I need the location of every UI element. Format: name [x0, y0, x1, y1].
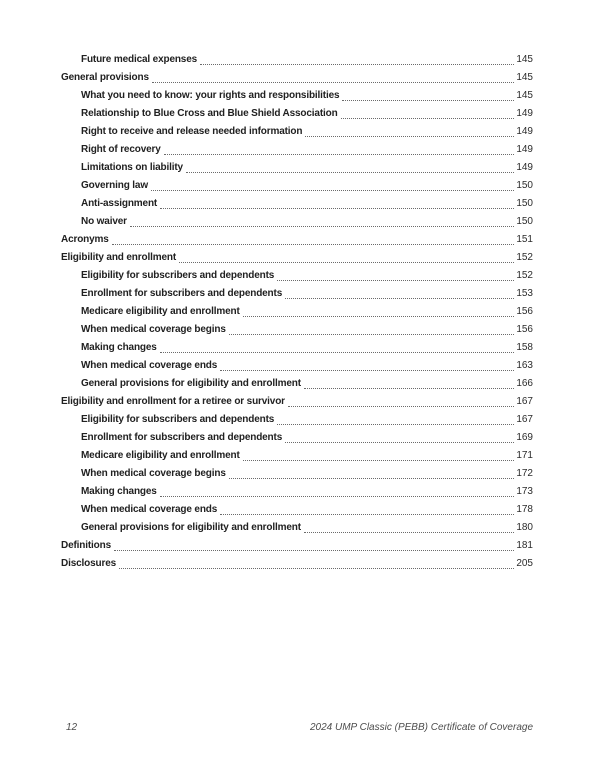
toc-entry-page: 166: [516, 378, 533, 389]
toc-entry[interactable]: [61, 357, 533, 375]
toc-entry-page: 153: [516, 288, 533, 299]
toc-entry[interactable]: [61, 555, 533, 573]
toc-entry-title: No waiver: [81, 216, 127, 227]
toc-entry-title: What you need to know: your rights and responsibilities: [81, 90, 340, 101]
dot-leader: [200, 64, 514, 65]
toc-entry-page: 149: [516, 126, 533, 137]
toc-entry[interactable]: [61, 123, 533, 141]
dot-leader: [164, 154, 515, 155]
toc-entry-title: Right to receive and release needed information: [81, 126, 303, 137]
toc-entry[interactable]: [61, 429, 533, 447]
toc-entry[interactable]: [61, 195, 533, 213]
toc-entry-page: 149: [516, 162, 533, 173]
dot-leader: [277, 424, 514, 425]
toc-entry-page: 149: [516, 108, 533, 119]
toc-entry-page: 152: [516, 252, 533, 263]
toc-entry[interactable]: [61, 105, 533, 123]
toc-entry[interactable]: [61, 519, 533, 537]
dot-leader: [229, 334, 515, 335]
toc-entry-title: Disclosures: [61, 558, 117, 569]
toc-entry-page: 150: [516, 180, 533, 191]
dot-leader: [288, 406, 514, 407]
toc-entry[interactable]: [61, 69, 533, 87]
dot-leader: [341, 118, 515, 119]
page-footer: [66, 721, 533, 734]
toc-entry-title: Future medical expenses: [81, 54, 198, 65]
toc-entry-page: 205: [516, 558, 533, 569]
toc-entry-page: 158: [516, 342, 533, 353]
dot-leader: [160, 496, 515, 497]
toc-entry[interactable]: [61, 375, 533, 393]
footer-page-number: 12: [66, 722, 78, 733]
toc-entry-page: 163: [516, 360, 533, 371]
toc-entry-page: 150: [516, 216, 533, 227]
toc-entry-page: 171: [516, 450, 533, 461]
dot-leader: [220, 514, 514, 515]
dot-leader: [277, 280, 514, 281]
dot-leader: [114, 550, 514, 551]
toc-entry[interactable]: [61, 321, 533, 339]
toc-entry-page: 150: [516, 198, 533, 209]
toc-entry[interactable]: [61, 231, 533, 249]
toc-entry-page: 156: [516, 324, 533, 335]
dot-leader: [160, 208, 514, 209]
toc-entry-title: Right of recovery: [81, 144, 161, 155]
toc-entry-page: 167: [516, 396, 533, 407]
toc-entry[interactable]: [61, 159, 533, 177]
toc-entry-title: Limitations on liability: [81, 162, 183, 173]
toc-entry-page: 180: [516, 522, 533, 533]
dot-leader: [243, 460, 515, 461]
toc-entry[interactable]: [61, 483, 533, 501]
toc-entry-page: 149: [516, 144, 533, 155]
dot-leader: [243, 316, 515, 317]
toc-entry-title: Making changes: [81, 342, 157, 353]
toc-entry-title: Eligibility and enrollment: [61, 252, 177, 263]
toc-entry-title: Eligibility for subscribers and dependents: [81, 414, 275, 425]
dot-leader: [285, 442, 514, 443]
toc-entry-title: When medical coverage begins: [81, 324, 226, 335]
toc-entry-title: Enrollment for subscribers and dependents: [81, 288, 283, 299]
dot-leader: [229, 478, 515, 479]
toc-entry[interactable]: [61, 87, 533, 105]
dot-leader: [186, 172, 514, 173]
toc-entry-page: 178: [516, 504, 533, 515]
toc-entry[interactable]: [61, 303, 533, 321]
toc-entry-title: General provisions: [61, 72, 149, 83]
dot-leader: [304, 388, 514, 389]
dot-leader: [130, 226, 514, 227]
toc-entry[interactable]: [61, 267, 533, 285]
dot-leader: [220, 370, 514, 371]
toc-entry-title: Enrollment for subscribers and dependents: [81, 432, 283, 443]
toc-entry-page: 181: [516, 540, 533, 551]
toc-entry[interactable]: [61, 141, 533, 159]
toc-entry-title: Making changes: [81, 486, 157, 497]
toc-entry-title: Medicare eligibility and enrollment: [81, 450, 240, 461]
dot-leader: [119, 568, 514, 569]
table-of-contents: [61, 51, 533, 573]
toc-entry-page: 145: [516, 72, 533, 83]
dot-leader: [305, 136, 514, 137]
toc-entry[interactable]: [61, 177, 533, 195]
dot-leader: [160, 352, 515, 353]
dot-leader: [304, 532, 514, 533]
dot-leader: [179, 262, 514, 263]
toc-entry[interactable]: [61, 447, 533, 465]
dot-leader: [342, 100, 514, 101]
toc-entry-page: 169: [516, 432, 533, 443]
toc-entry-title: Acronyms: [61, 234, 109, 245]
toc-entry[interactable]: [61, 213, 533, 231]
toc-entry-title: General provisions for eligibility and enrollment: [81, 378, 301, 389]
toc-entry-title: Relationship to Blue Cross and Blue Shield Association: [81, 108, 338, 119]
toc-entry[interactable]: [61, 51, 533, 69]
toc-entry-title: When medical coverage begins: [81, 468, 226, 479]
toc-entry-page: 145: [516, 54, 533, 65]
toc-entry[interactable]: [61, 393, 533, 411]
toc-entry-page: 151: [516, 234, 533, 245]
toc-entry-page: 173: [516, 486, 533, 497]
toc-entry-page: 156: [516, 306, 533, 317]
toc-entry[interactable]: [61, 249, 533, 267]
toc-entry[interactable]: [61, 465, 533, 483]
toc-entry-page: 172: [516, 468, 533, 479]
toc-entry-title: Governing law: [81, 180, 148, 191]
toc-entry[interactable]: [61, 339, 533, 357]
toc-entry-page: 167: [516, 414, 533, 425]
toc-entry-title: When medical coverage ends: [81, 360, 218, 371]
dot-leader: [152, 82, 514, 83]
toc-entry-page: 152: [516, 270, 533, 281]
toc-entry[interactable]: [61, 411, 533, 429]
toc-entry-title: Eligibility and enrollment for a retiree or survivor: [61, 396, 285, 407]
toc-entry[interactable]: [61, 285, 533, 303]
toc-entry-title: Anti-assignment: [81, 198, 158, 209]
toc-entry-title: Medicare eligibility and enrollment: [81, 306, 240, 317]
toc-entry-page: 145: [516, 90, 533, 101]
toc-entry-title: Definitions: [61, 540, 112, 551]
toc-entry-title: When medical coverage ends: [81, 504, 218, 515]
toc-entry[interactable]: [61, 501, 533, 519]
dot-leader: [112, 244, 515, 245]
toc-entry-title: General provisions for eligibility and enrollment: [81, 522, 301, 533]
dot-leader: [151, 190, 514, 191]
toc-entry[interactable]: [61, 537, 533, 555]
footer-document-title: 2024 UMP Classic (PEBB) Certificate of Coverage: [309, 722, 533, 733]
dot-leader: [285, 298, 514, 299]
toc-entry-title: Eligibility for subscribers and dependents: [81, 270, 275, 281]
